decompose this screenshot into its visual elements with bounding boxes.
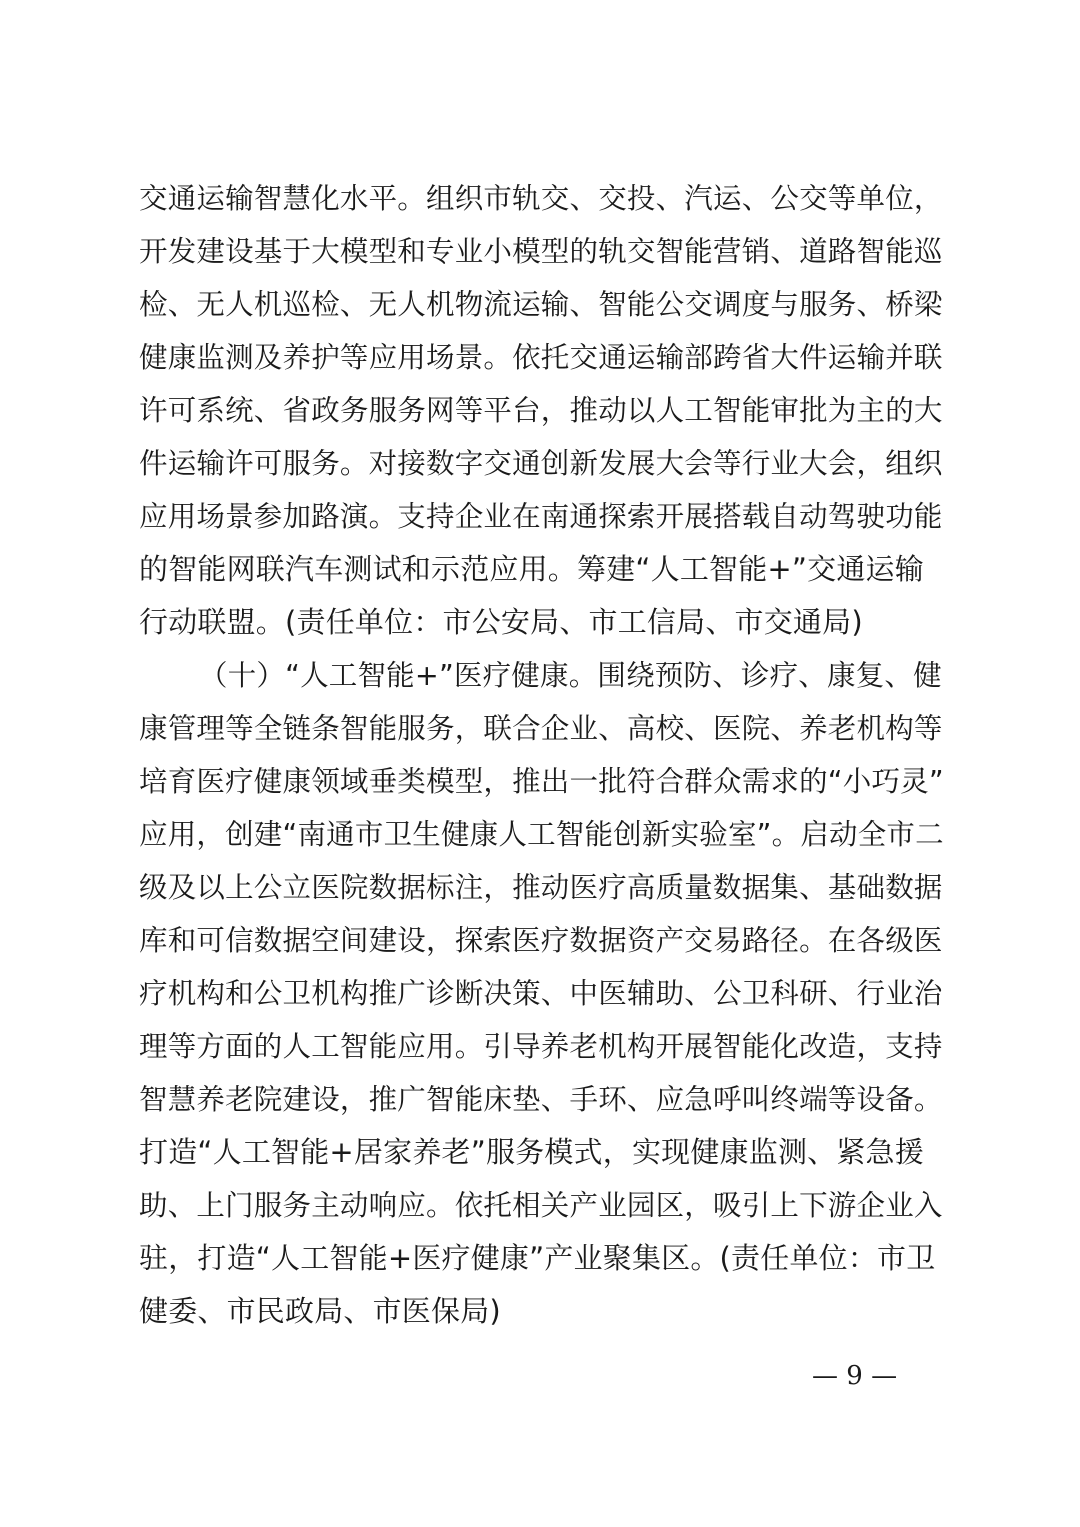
text-line: 疗机构和公卫机构推广诊断决策、中医辅助、公卫科研、行业治 <box>139 977 943 1010</box>
text-line: 驻，打造“人工智能+医疗健康”产业聚集区。(责任单位：市卫 <box>139 1241 936 1275</box>
text-line: 库和可信数据空间建设，探索医疗数据资产交易路径。在各级医 <box>139 924 943 957</box>
text-line: 健委、市民政局、市医保局) <box>139 1294 501 1328</box>
page-number: — 9 — <box>812 1361 898 1391</box>
text-line: 件运输许可服务。对接数字交通创新发展大会等行业大会，组织 <box>139 447 943 480</box>
text-line: 级及以上公立医院数据标注，推动医疗高质量数据集、基础数据 <box>139 871 943 904</box>
text-line: 理等方面的人工智能应用。引导养老机构开展智能化改造，支持 <box>139 1030 943 1063</box>
text-line: 检、无人机巡检、无人机物流运输、智能公交调度与服务、桥梁 <box>139 288 943 321</box>
text-line: 许可系统、省政务服务网等平台，推动以人工智能审批为主的大 <box>139 394 943 427</box>
text-line: 开发建设基于大模型和专业小模型的轨交智能营销、道路智能巡 <box>139 235 943 268</box>
text-line: 应用场景参加路演。支持企业在南通探索开展搭载自动驾驶功能 <box>139 500 943 533</box>
text-line: 健康监测及养护等应用场景。依托交通运输部跨省大件运输并联 <box>139 341 943 374</box>
text-line: 助、上门服务主动响应。依托相关产业园区，吸引上下游企业入 <box>139 1189 943 1222</box>
text-line: 应用，创建“南通市卫生健康人工智能创新实验室”。启动全市二 <box>139 818 944 851</box>
body-text <box>139 172 944 1338</box>
text-line: 的智能网联汽车测试和示范应用。筹建“人工智能+”交通运输 <box>139 552 924 586</box>
text-line: 打造“人工智能+居家养老”服务模式，实现健康监测、紧急援 <box>139 1135 924 1169</box>
text-line: 智慧养老院建设，推广智能床垫、手环、应急呼叫终端等设备。 <box>139 1083 943 1116</box>
text-line: 康管理等全链条智能服务，联合企业、高校、医院、养老机构等 <box>139 712 943 745</box>
text-line: 培育医疗健康领域垂类模型，推出一批符合群众需求的“小巧灵” <box>139 765 944 798</box>
text-line: 交通运输智慧化水平。组织市轨交、交投、汽运、公交等单位， <box>139 182 943 215</box>
section-heading-line: （十）“人工智能+”医疗健康。围绕预防、诊疗、康复、健 <box>199 659 942 692</box>
text-line: 行动联盟。(责任单位：市公安局、市工信局、市交通局) <box>139 605 863 639</box>
